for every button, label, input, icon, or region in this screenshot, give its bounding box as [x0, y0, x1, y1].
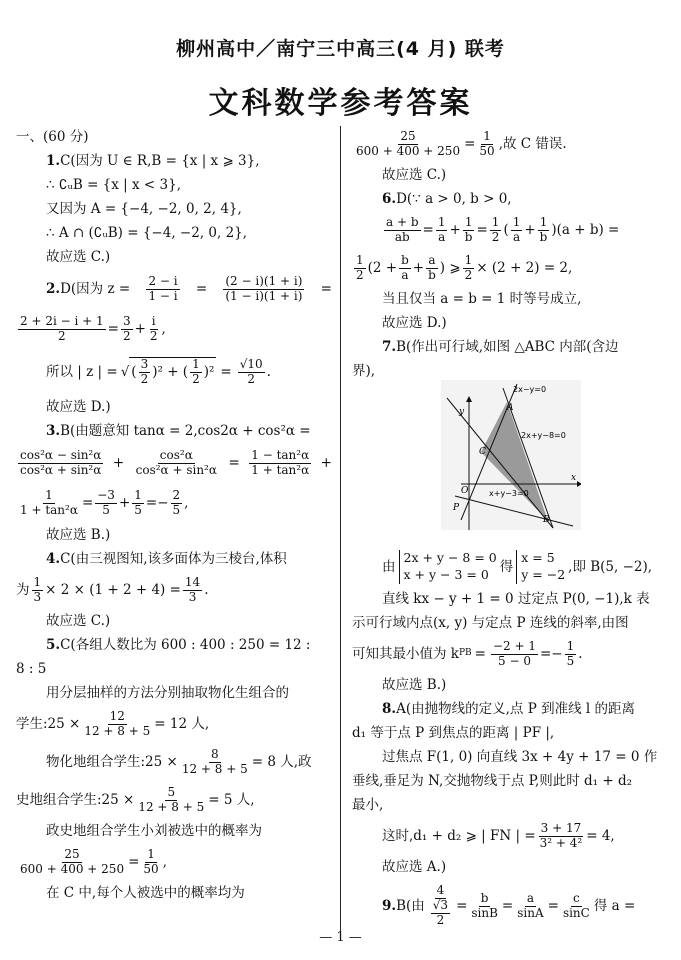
q8-frac1 — [538, 822, 585, 851]
q6-f6n: 1 — [539, 214, 548, 229]
q4-pre: 为 — [16, 581, 30, 598]
q6-text4: 当且仅当 a = b = 1 时等号成立, — [382, 290, 582, 307]
q5c-frac2 — [477, 130, 496, 159]
q2-pre: D(因为 z = — [60, 280, 131, 297]
q6-plus2: + — [524, 221, 536, 238]
q6-f3n: 1 — [464, 214, 473, 229]
q9-line1 — [352, 880, 670, 932]
q7-l6-eq: = — [474, 645, 486, 662]
q3-plus2: + — [320, 454, 332, 471]
q5-text2: 8 : 5 — [16, 660, 47, 677]
section-heading — [16, 126, 332, 148]
q6-frac8 — [399, 254, 411, 283]
q6-eq2: = — [476, 221, 488, 238]
q5-f3d: 12 + 8 + 5 — [138, 799, 205, 814]
q6-f6d: b — [539, 229, 548, 244]
q9-frac4 — [561, 892, 592, 921]
q7-line5 — [352, 612, 670, 634]
q5-line3 — [16, 682, 332, 704]
q2-rad-n1: 3 — [140, 357, 149, 372]
q6-p5: × (2 + 2) = 2, — [476, 259, 573, 276]
q5-f4d: 600 + 400 + 250 — [20, 861, 125, 876]
q6-f4d: 2 — [491, 229, 500, 244]
q7-answer-text: 故应选 B.) — [382, 676, 447, 693]
q4-answer — [16, 610, 332, 632]
q4-f1d: 3 — [33, 589, 42, 604]
q7-l6-sub: PB — [458, 648, 472, 659]
q7-line1 — [352, 336, 670, 358]
point-P-label: P — [453, 503, 460, 513]
q3-eq3: =− — [145, 494, 169, 511]
q6-frac2 — [436, 216, 448, 245]
q1-text3: 又因为 A = {−4, −2, 0, 2, 4}, — [46, 200, 242, 217]
q2-lead — [46, 281, 130, 298]
q3-f4d: 1 + tan²α — [20, 502, 78, 517]
q3-frac1 — [18, 449, 103, 478]
q5-frac4 — [18, 848, 126, 877]
q3-f1d: cos²α + sin²α — [20, 462, 102, 477]
q8-line1 — [352, 698, 670, 720]
q7-system-right — [516, 550, 565, 584]
q1-line4 — [16, 222, 332, 244]
q9-pre: B(由 — [396, 897, 425, 914]
q6-line2 — [352, 212, 670, 248]
q5c-f2n: 1 — [483, 128, 491, 143]
q2-rad-c: )² — [203, 364, 215, 381]
q3-frac7 — [171, 489, 183, 518]
q2-rad-b: )² + ( — [152, 364, 189, 381]
q4-frac1 — [32, 576, 44, 605]
q7-f2d: 5 — [566, 653, 575, 668]
q6-frac10 — [463, 254, 475, 283]
q5-l6-pre: 史地组合学生:25 × — [16, 791, 135, 808]
q7-sys-mid: 得 — [499, 558, 514, 575]
q9-f1d-d: 2 — [436, 912, 445, 927]
q8-f1n: 3 + 17 — [540, 820, 582, 835]
q3-plus3: + — [118, 494, 131, 511]
q2-tail2: . — [266, 363, 271, 380]
q2-rad-d1: 2 — [140, 372, 149, 386]
q4-frac2 — [183, 576, 202, 605]
q9-f4n: c — [573, 890, 580, 905]
q8-text2: d₁ 等于点 P 到焦点的距离 | PF |, — [352, 724, 555, 741]
q3-f3n: 1 − tan²α — [251, 447, 310, 462]
q8-text1: A(由抛物线的定义,点 P 到准线 l 的距离 — [396, 700, 635, 717]
q6-f9d: b — [428, 267, 436, 282]
q2-f4n: 3 — [122, 313, 131, 328]
q6-answer — [352, 312, 670, 334]
q8-l6-post: = 4, — [586, 827, 615, 844]
q7-sys-pre: 由 — [382, 558, 396, 575]
q2-tail: , — [161, 320, 166, 337]
q9-number: 9. — [382, 897, 397, 914]
q6-frac6 — [538, 216, 550, 245]
q5-frac2 — [180, 748, 250, 777]
q6-frac7 — [354, 254, 366, 283]
point-A-label: A — [507, 403, 514, 413]
q8-number: 8. — [382, 700, 397, 717]
q5-frac5 — [141, 848, 160, 877]
q7-tail: . — [578, 645, 583, 662]
q5-l5-pre: 物化地组合学生:25 × — [46, 753, 178, 770]
q8-text5: 最小, — [352, 796, 384, 813]
point-B-label: B — [543, 515, 550, 525]
label-line2: 2x+y−8=0 — [521, 431, 566, 440]
q3-answer-text: 故应选 B.) — [46, 526, 111, 543]
q5-eq: = — [128, 853, 140, 870]
q6-f3d: b — [464, 229, 473, 244]
q2-eq3: = — [107, 320, 119, 337]
q9-frac2 — [469, 892, 500, 921]
feasible-region-figure — [441, 380, 581, 530]
q2-f5n: i — [151, 313, 156, 328]
q5c-eq: = — [464, 135, 476, 152]
q5c-f2d: 50 — [479, 143, 495, 158]
q6-frac9 — [426, 254, 438, 283]
q6-f5d: a — [512, 229, 521, 244]
q5c-frac1 — [354, 130, 462, 159]
q5-line8 — [16, 844, 332, 880]
q6-plus: + — [449, 221, 461, 238]
q5-line2 — [16, 658, 332, 680]
q3-frac2 — [134, 449, 219, 478]
q5-f3n: 5 — [167, 784, 176, 799]
q2-number: 2. — [46, 280, 61, 297]
q2-f6d: 2 — [247, 371, 255, 386]
q2-f2d: (1 − i)(1 + i) — [225, 288, 303, 303]
q5-f5n: 1 — [147, 846, 155, 861]
q6-f2n: 1 — [437, 214, 446, 229]
q5-l4-post: = 12 人, — [154, 715, 210, 732]
q2-f4d: 2 — [122, 328, 131, 343]
q6-text1: D(∵ a > 0, b > 0, — [396, 190, 512, 207]
q6-answer-text: 故应选 D.) — [382, 314, 447, 331]
q6-line3 — [352, 250, 670, 286]
q3-frac3 — [249, 449, 311, 478]
q7-text4: 直线 kx − y + 1 = 0 过定点 P(0, −1),k 表 — [382, 590, 650, 607]
q2-answer — [16, 396, 332, 418]
q1-line2 — [16, 174, 332, 196]
q5-f2n: 8 — [210, 746, 219, 761]
q3-f6d: 5 — [134, 502, 142, 517]
q2-f3n: 2 + 2i − i + 1 — [20, 313, 104, 328]
q1-text1: C(因为 U ∈ R,B = {x | x ⩾ 3}, — [60, 152, 260, 169]
q2-answer-text: 故应选 D.) — [46, 398, 111, 415]
q1-text2: ∴ ∁ᵤB = {x | x < 3}, — [46, 176, 181, 193]
q2-f1n: 2 − i — [148, 273, 178, 288]
q4-f2n: 14 — [184, 574, 201, 589]
q7-eq-s2: x + y − 3 = 0 — [403, 567, 489, 582]
q9-f3d: sinA — [517, 905, 544, 920]
q6-p4: ) ⩾ — [439, 259, 461, 276]
q2-f6n: √10 — [239, 356, 263, 371]
q7-line4 — [352, 588, 670, 610]
q2-mod-pre: 所以 | z | = — [46, 363, 118, 380]
q7-system — [352, 548, 670, 586]
q9-f2n: b — [480, 890, 489, 905]
q3-f2n: cos²α — [159, 447, 193, 462]
q5-l5-post: = 8 人,政 — [251, 753, 312, 770]
q5-f2d: 12 + 8 + 5 — [181, 761, 248, 776]
q4-line2 — [16, 572, 332, 608]
q3-f5d: 5 — [102, 502, 110, 517]
point-C-label: C — [479, 447, 486, 457]
q5-tail: , — [162, 853, 167, 870]
q7-l6-pre: 可知其最小值为 k — [352, 645, 459, 662]
q7-f2n: 1 — [566, 638, 575, 653]
q6-f8d: a — [401, 267, 409, 282]
section-label: 一、(60 分) — [16, 128, 89, 145]
q3-answer — [16, 524, 332, 546]
q6-f8n: b — [401, 252, 409, 267]
x-axis-label: x — [571, 473, 577, 483]
q6-p1: ( — [503, 221, 509, 238]
q3-number: 3. — [46, 422, 61, 439]
q7-sys-post: ,即 B(5, −2), — [568, 558, 653, 575]
column-divider — [340, 126, 341, 934]
q7-f1n: −2 + 1 — [492, 638, 536, 653]
q6-eq: = — [422, 221, 434, 238]
q7-frac1 — [491, 640, 538, 669]
q2-rad-n2: 1 — [192, 357, 200, 372]
q5-frac3 — [136, 786, 206, 815]
q4-text1: C(由三视图知,该多面体为三棱台,体积 — [60, 550, 287, 567]
q9-inner-frac — [431, 899, 450, 928]
q7-eq-s4: y = −2 — [521, 567, 566, 582]
q6-plus3: + — [412, 259, 425, 276]
q2-eq: = — [195, 280, 208, 297]
q4-f1n: 1 — [33, 574, 42, 589]
q4-answer-text: 故应选 C.) — [46, 612, 111, 629]
q1-answer-text: 故应选 C.) — [46, 248, 111, 265]
q5c-f1n: 25 — [400, 128, 416, 143]
q2-radical — [129, 357, 216, 387]
q5-frac1 — [82, 710, 152, 739]
q3-f4n: 1 — [45, 487, 53, 502]
q9-eq: = — [456, 897, 468, 914]
q8-line2 — [352, 722, 670, 744]
q6-frac3 — [463, 216, 475, 245]
q7-frac2 — [565, 640, 577, 669]
q2-frac2 — [223, 275, 304, 304]
q5-line1 — [16, 634, 332, 656]
q5c-answer — [352, 164, 670, 186]
page-number: — 1 — — [319, 930, 362, 945]
q8-text3: 过焦点 F(1, 0) 向直线 3x + 4y + 17 = 0 作 — [382, 748, 658, 765]
q2-rad-frac2 — [190, 358, 202, 387]
q6-frac5 — [511, 216, 523, 245]
q6-f7n: 1 — [356, 252, 364, 267]
q6-frac4 — [490, 216, 502, 245]
q8-answer — [352, 856, 670, 878]
q6-f1d: ab — [394, 229, 410, 244]
q2-rad-d2: 2 — [192, 372, 200, 386]
q5-text7: 政史地组合学生小刘被选中的概率为 — [46, 822, 262, 839]
q6-number: 6. — [382, 190, 397, 207]
q8-l6-pre: 这时,d₁ + d₂ ⩾ | FN | = — [382, 827, 536, 844]
q6-f4n: 1 — [491, 214, 500, 229]
q1-answer — [16, 246, 332, 268]
q6-p3: (2 + — [367, 259, 398, 276]
q2-f5d: 2 — [149, 328, 158, 343]
q7-text2: 界), — [352, 362, 376, 379]
q2-line2 — [16, 310, 332, 348]
q6-frac1 — [384, 216, 421, 245]
q2-frac6 — [238, 358, 265, 387]
q7-line6 — [352, 636, 670, 672]
q9-f1d — [427, 899, 454, 928]
q7-system-left — [399, 550, 497, 584]
q7-eq-s1: 2x + y − 8 = 0 — [403, 550, 497, 566]
q7-eq-s3: x = 5 — [521, 550, 555, 566]
q3-f7d: 5 — [172, 502, 181, 517]
q3-line2 — [16, 444, 332, 482]
q3-eq: = — [228, 454, 240, 471]
q3-f5n: −3 — [97, 487, 115, 502]
q7-text1: B(作出可行域,如图 △ABC 内部(含边 — [396, 338, 619, 355]
q6-f1n: a + b — [386, 214, 419, 229]
q1-text4: ∴ A ∩ (∁ᵤB) = {−4, −2, 0, 2}, — [46, 224, 248, 241]
label-line3: x+y−3=0 — [489, 489, 529, 498]
q4-number: 4. — [46, 550, 61, 567]
q2-f1d: 1 − i — [148, 288, 178, 303]
q8-text4: 垂线,垂足为 N,交抛物线于点 P,则此时 d₁ + d₂ — [352, 772, 633, 789]
q2-rad-frac1 — [139, 358, 151, 387]
q3-plus: + — [112, 454, 125, 471]
q3-tail: , — [184, 494, 189, 511]
q7-text5: 示可行域内点(x, y) 与定点 P 连线的斜率,由图 — [352, 614, 629, 631]
q9-f4d: sinC — [562, 905, 590, 920]
q6-f7d: 2 — [356, 267, 364, 282]
q8-f1d: 3² + 4² — [539, 835, 583, 850]
q3-line1 — [16, 420, 332, 442]
q3-frac5 — [95, 489, 117, 518]
q6-p2: )(a + b) = — [551, 221, 620, 238]
q5-f4n: 25 — [64, 846, 80, 861]
q5-l4-pre: 学生:25 × — [16, 715, 81, 732]
q3-f2d: cos²α + sin²α — [135, 462, 217, 477]
q2-plus: + — [134, 320, 146, 337]
q4-tail: . — [204, 581, 209, 598]
q4-f2d: 3 — [188, 589, 197, 604]
q6-line1 — [352, 188, 670, 210]
q1-line3 — [16, 198, 332, 220]
q7-answer — [352, 674, 670, 696]
q2-frac1 — [146, 275, 179, 304]
q9-frac3 — [515, 892, 545, 921]
q5-line5 — [16, 744, 332, 780]
q5-line6 — [16, 782, 332, 818]
q1-number: 1. — [46, 152, 61, 169]
q5-line7 — [16, 820, 332, 842]
q4-mid: × 2 × (1 + 2 + 4) = — [45, 581, 181, 598]
q2-eq4: = — [220, 363, 232, 380]
q8-line5 — [352, 794, 670, 816]
q8-line3 — [352, 746, 670, 768]
q3-f3d: 1 + tan²α — [251, 462, 310, 477]
left-column — [16, 124, 332, 906]
q7-line2 — [352, 360, 670, 382]
q5-text1: C(各组人数比为 600 : 400 : 250 = 12 : — [60, 636, 311, 653]
q3-f7n: 2 — [172, 487, 181, 502]
q2-frac4 — [121, 315, 133, 344]
q2-eq2: = — [320, 280, 332, 297]
q4-line1 — [16, 548, 332, 570]
q5c-post: ,故 C 错误. — [498, 135, 567, 152]
q2-frac3 — [18, 315, 106, 344]
q5-l6-post: = 5 人, — [208, 791, 255, 808]
q8-line4 — [352, 770, 670, 792]
q3-f6n: 1 — [134, 487, 142, 502]
q2-line3: 所以 | z | = √ ( $\frac{3}{2}$ )² + ( $\frac{1}{2}$ )² = $\frac{√10}{2}$ . — [46, 356, 271, 386]
origin-label: O — [461, 486, 469, 496]
q5c-answer-text: 故应选 C.) — [382, 166, 447, 183]
q2-rad-a: ( — [131, 364, 137, 381]
q6-f2d: a — [438, 229, 446, 244]
q7-eq2: =− — [539, 645, 563, 662]
y-axis-label: y — [459, 407, 465, 417]
q5-text9: 在 C 中,每个人被选中的概率均为 — [46, 884, 245, 901]
q5-number: 5. — [46, 636, 61, 653]
q8-answer-text: 故应选 A.) — [382, 858, 447, 875]
q7-number: 7. — [382, 338, 397, 355]
answer-key-title: 文科数学参考答案 — [208, 86, 473, 121]
q3-frac6 — [132, 489, 144, 518]
q3-frac4 — [18, 489, 80, 518]
q2-line1 — [16, 270, 332, 308]
q6-f9n: a — [428, 252, 436, 267]
q6-f10d: 2 — [464, 267, 473, 282]
q3-eq2: = — [81, 494, 94, 511]
q5-text3: 用分层抽样的方法分别抽取物化生组合的 — [46, 684, 289, 701]
q5-f1d: 12 + 8 + 5 — [84, 723, 151, 738]
q5-line9 — [16, 882, 332, 904]
q9-eq3: = — [547, 897, 559, 914]
q6-line4 — [352, 288, 670, 310]
q6-f10n: 1 — [464, 252, 473, 267]
q2-f3d: 2 — [58, 328, 66, 343]
q5c-f1d: 600 + 400 + 250 — [356, 143, 461, 158]
q3-f1n: cos²α − sin²α — [20, 447, 102, 462]
q2-frac5 — [148, 315, 160, 344]
q5-f1n: 12 — [109, 708, 125, 723]
q7-f1d: 5 − 0 — [498, 653, 531, 668]
label-line1: 2x−y=0 — [513, 385, 547, 394]
q3-text1: B(由题意知 tanα = 2,cos2α + cos²α = — [60, 422, 311, 439]
q5c-line1 — [352, 126, 670, 162]
q9-f2d: sinB — [471, 905, 498, 920]
q9-f1n: 4 — [436, 883, 445, 898]
q9-frac1 — [427, 884, 454, 927]
q3-line3 — [16, 484, 332, 522]
q2-f2n: (2 − i)(1 + i) — [225, 273, 303, 288]
exam-title: 柳州高中／南宁三中高三(4 月) 联考 — [176, 38, 505, 60]
q9-post: 得 a = — [593, 897, 636, 914]
q9-eq2: = — [501, 897, 514, 914]
q1-line1 — [16, 150, 332, 172]
q5-line4 — [16, 706, 332, 742]
q9-f1d-n: √3 — [432, 898, 449, 913]
q5-f5d: 50 — [143, 861, 159, 876]
q9-f3n: a — [526, 890, 534, 905]
q8-line6 — [352, 818, 670, 854]
q6-f5n: 1 — [512, 214, 521, 229]
